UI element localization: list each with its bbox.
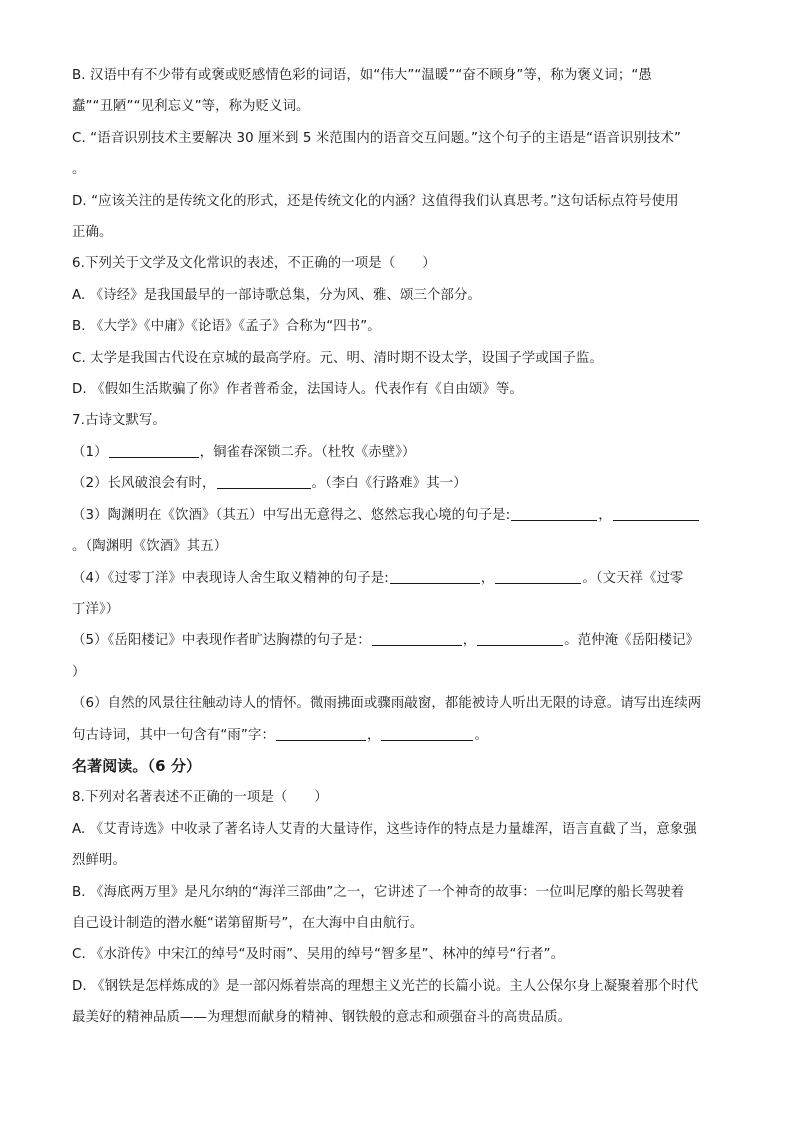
q7-1-blank[interactable] (109, 443, 199, 458)
q8-option-d-line1: D. 《钢铁是怎样炼成的》是一部闪烁着崇高的理想主义光芒的长篇小说。主人公保尔身上凝聚着那个时代 (72, 978, 699, 994)
q5-option-c-line1: C. “语音识别技术主要解决 30 厘米到 5 米范围内的语音交互问题。”这个句子的主语是“语音识别技术” (72, 130, 682, 146)
q6-stem: 6.下列关于文学及文化常识的表述，不正确的一项是（ ） (72, 256, 436, 272)
q7-item-5-line2: ） (72, 664, 86, 680)
q7-5-blank-b[interactable] (477, 631, 563, 646)
q7-item-5: （5）《岳阳楼记》中表现作者旷达胸襟的句子是： ， 。范仲淹《岳阳楼记》 (72, 633, 700, 649)
q8-option-c: C. 《水浒传》中宋江的绰号“及时雨”、吴用的绰号“智多星”、林冲的绰号“行者”。 (72, 947, 565, 963)
q6-option-d: D. 《假如生活欺骗了你》作者普希金，法国诗人。代表作有《自由颂》等。 (72, 382, 523, 398)
q7-6-blank-b[interactable] (381, 726, 473, 741)
q7-stem: 7.古诗文默写。 (72, 413, 166, 429)
q7-item-1: （1） ，铜雀春深锁二乔。（杜牧《赤壁》） (72, 444, 416, 460)
q7-item-4: （4）《过零丁洋》中表现诗人舍生取义精神的句子是: ， 。（文天祥《过零 (72, 570, 684, 586)
q7-item-6-line2: 句古诗词，其中一句含有“雨”字： ， 。 (72, 727, 488, 743)
q6-option-a: A. 《诗经》是我国最早的一部诗歌总集，分为风、雅、颂三个部分。 (72, 287, 481, 303)
q8-stem: 8.下列对名著表述不正确的一项是（ ） (72, 790, 328, 806)
q7-3-blank-b[interactable] (613, 506, 699, 521)
q7-item-3: （3）陶渊明在《饮酒》（其五）中写出无意得之、悠然忘我心境的句子是: ， (72, 500, 724, 531)
q5-option-d-line1: D. “应该关注的是传统文化的形式，还是传统文化的内涵？这值得我们认真思考。”这句话标点符号使用 (72, 193, 679, 209)
q7-item-4-line2: 丁洋》） (72, 601, 120, 617)
q6-option-c: C. 太学是我国古代设在京城的最高学府。元、明、清时期不设太学，设国子学或国子监。 (72, 350, 603, 366)
q8-option-a-line1: A. 《艾青诗选》中收录了著名诗人艾青的大量诗作，这些诗作的特点是力量雄浑，语言直截了当，意象强 (72, 821, 697, 837)
q7-5-blank-a[interactable] (372, 631, 462, 646)
q6-option-b: B. 《大学》《中庸》《论语》《孟子》合称为“四书”。 (72, 319, 381, 335)
q7-4-blank-b[interactable] (495, 569, 581, 584)
q8-option-d-line2: 最美好的精神品质——为理想而献身的精神、钢铁般的意志和顽强奋斗的高贵品质。 (72, 1010, 572, 1026)
q8-option-b-line1: B. 《海底两万里》是凡尔纳的“海洋三部曲”之一，它讲述了一个神奇的故事：一位叫尼摩的船长驾驶着 (72, 884, 685, 900)
q7-3-blank-a[interactable] (511, 506, 597, 521)
q8-option-b-line2: 自己设计制造的潜水艇“诺第留斯号”，在大海中自由航行。 (72, 915, 424, 931)
q7-item-2: （2）长风破浪会有时， 。（李白《行路难》其一） (72, 476, 467, 492)
q5-option-b-line1: B. 汉语中有不少带有或褒或贬感情色彩的词语，如“伟大”“温暖”“奋不顾身”等，称为褒义词；“愚 (72, 68, 652, 83)
exam-page (72, 60, 724, 1034)
q5-option-b-line2: 蠢”“丑陋”“见利忘义”等，称为贬义词。 (72, 99, 310, 115)
q5-option-d-line2: 正确。 (72, 225, 113, 241)
q7-item-6-line1: （6）自然的风景往往触动诗人的情怀。微雨拂面或骤雨敲窗，都能被诗人听出无限的诗意。请写出连续两 (72, 696, 702, 712)
q7-4-blank-a[interactable] (390, 569, 480, 584)
q7-item-3-line2: 。（陶渊明《饮酒》其五） (72, 539, 228, 555)
q5-option-c-line2: 。 (72, 162, 86, 178)
section-heading: 名著阅读。（6 分） (72, 756, 202, 775)
q7-6-blank-a[interactable] (276, 726, 366, 741)
q7-2-blank[interactable] (217, 474, 311, 489)
q8-option-a-line2: 烈鲜明。 (72, 853, 126, 869)
